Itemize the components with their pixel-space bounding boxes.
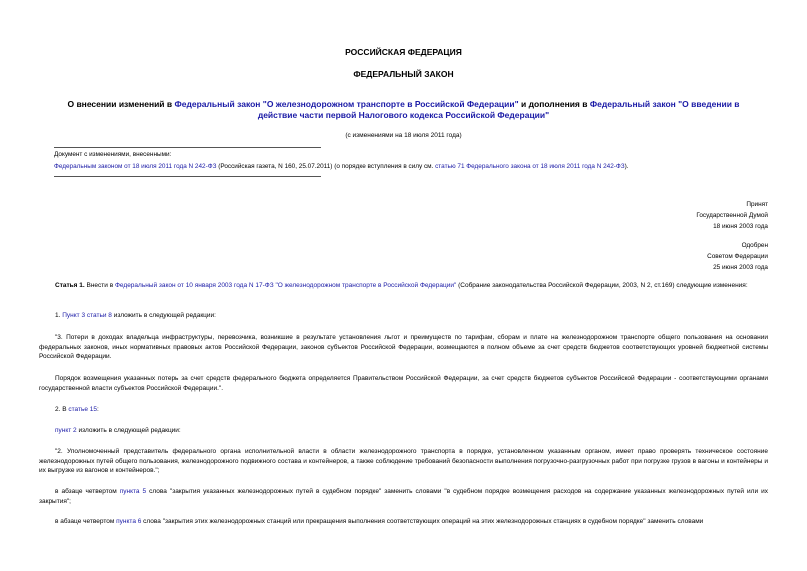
title-text: и дополнения в	[518, 99, 590, 109]
country-heading: РОССИЙСКАЯ ФЕДЕРАЦИЯ	[345, 47, 462, 57]
changes-link-article-71[interactable]: статью 71 Федерального закона от 18 июля 2011 года N 242-ФЗ	[435, 163, 625, 170]
item-2a-text: изложить в следующей редакции:	[76, 427, 181, 434]
approved-line-1: Одобрен	[741, 242, 768, 249]
changes-label: Документ с изменениями, внесенными:	[54, 151, 172, 158]
changes-block	[54, 150, 774, 171]
point-6-link[interactable]: пункта 6	[116, 518, 142, 525]
changes-link-law-242[interactable]: Федеральным законом от 18 июля 2011 года N 242-ФЗ	[54, 163, 217, 170]
approved-block	[707, 240, 768, 273]
item-1-text: изложить в следующей редакции:	[111, 312, 216, 319]
changes-text: (Российская газета, N 160, 25.07.2011) (о порядке вступления в силу см.	[216, 163, 436, 170]
changes-text-end: ).	[624, 163, 629, 170]
order-paragraph: Порядок возмещения указанных потерь за счет средств федерального бюджета определяется Правительством Российской Федерации, за счет средств бюджетов субъектов Российской Федерации - соответствующими органами государственной власти субъектов Российской Федерации.".	[39, 375, 768, 392]
point-5-text-end: слова "закрытия указанных железнодорожных путей в судебном порядке" заменить словами "в судебном порядке возмещения расходов на содержание указанных железнодорожных путей или их закрытия";	[39, 488, 768, 505]
title-link-tax-code-law[interactable]: Федеральный закон "О введении в действие части первой Налогового кодекса Российской Федерации"	[257, 99, 740, 120]
point-5-paragraph	[39, 487, 768, 506]
approved-line-2: Советом Федерации	[707, 253, 768, 260]
item-2-text-end: :	[97, 406, 99, 413]
item-1-paragraph	[39, 311, 768, 321]
item-2a-paragraph	[39, 426, 768, 436]
title-link-railway-law[interactable]: Федеральный закон "О железнодорожном транспорте в Российской Федерации"	[174, 99, 519, 109]
changes-line	[54, 162, 774, 171]
point-6-text-end: слова "закрытия этих железнодорожных станций или прекращения выполнения соответствующих операций на этих железнодорожных станциях в судебном порядке" заменить словами	[141, 518, 704, 525]
approved-line-3: 25 июня 2003 года	[713, 264, 768, 271]
adopted-line-3: 18 июня 2003 года	[713, 223, 768, 230]
quote-point-2: "2. Уполномоченный представитель федерального органа исполнительной власти в области железнодорожного транспорта в порядке, установленном указанным органом, имеет право проверять техническое состояние железнодорожных путей общего пользования, железнодорожного подвижного состава и контейнеров, а также соблюдение требований безопасности выполнения погрузочно-разгрузочных работ при погрузке грузов в вагоны и контейнеры и их выгрузке из вагонов и контейнеров.";	[39, 448, 768, 474]
point-5-link[interactable]: пункта 5	[119, 488, 147, 495]
item-2-paragraph	[39, 405, 768, 415]
law-title	[50, 99, 757, 121]
adopted-block	[696, 199, 768, 232]
point-6-paragraph	[39, 517, 768, 527]
title-text: О внесении изменений в	[67, 99, 175, 109]
quote-point-3: "3. Потери в доходах владельца инфраструктуры, перевозчика, возникшие в результате установления льгот и преимуществ по тарифам, сборам и плате на железнодорожном транспорте общего пользования на основании федеральных законов, иных нормативных правовых актов Российской Федерации, законов субъектов Российской Федерации, возмещаются в полном объеме за счет средств бюджетов соответствующих уровней бюджетной системы Российской Федерации.	[39, 334, 768, 360]
item-2-link-article-15[interactable]: статье 15	[68, 406, 98, 413]
item-1-link[interactable]: Пункт 3 статьи 8	[62, 312, 112, 319]
divider-bottom	[54, 176, 321, 177]
item-1-number: 1.	[55, 312, 63, 319]
adopted-line-2: Государственной Думой	[696, 212, 768, 219]
article-1-link-law-17[interactable]: Федеральный закон от 10 января 2003 года N 17-ФЗ "О железнодорожном транспорте в Российской Федерации"	[114, 282, 457, 289]
edition-note: (с изменениями на 18 июля 2011 года)	[345, 132, 462, 139]
divider-top	[54, 147, 321, 148]
article-1-heading: Статья 1.	[55, 282, 85, 289]
doc-type-heading: ФЕДЕРАЛЬНЫЙ ЗАКОН	[353, 69, 454, 79]
point-6-text: в абзаце четвертом	[55, 518, 117, 525]
article-1-text: Внести в	[84, 282, 115, 289]
point-5-text: в абзаце четвертом	[55, 488, 120, 495]
item-2a-link-point-2[interactable]: пункт 2	[55, 427, 77, 434]
item-2-text: 2. В	[55, 406, 69, 413]
adopted-line-1: Принят	[746, 201, 768, 208]
article-1-text-end: (Собрание законодательства Российской Федерации, 2003, N 2, ст.169) следующие изменения:	[456, 282, 748, 289]
article-1-paragraph	[39, 281, 768, 291]
